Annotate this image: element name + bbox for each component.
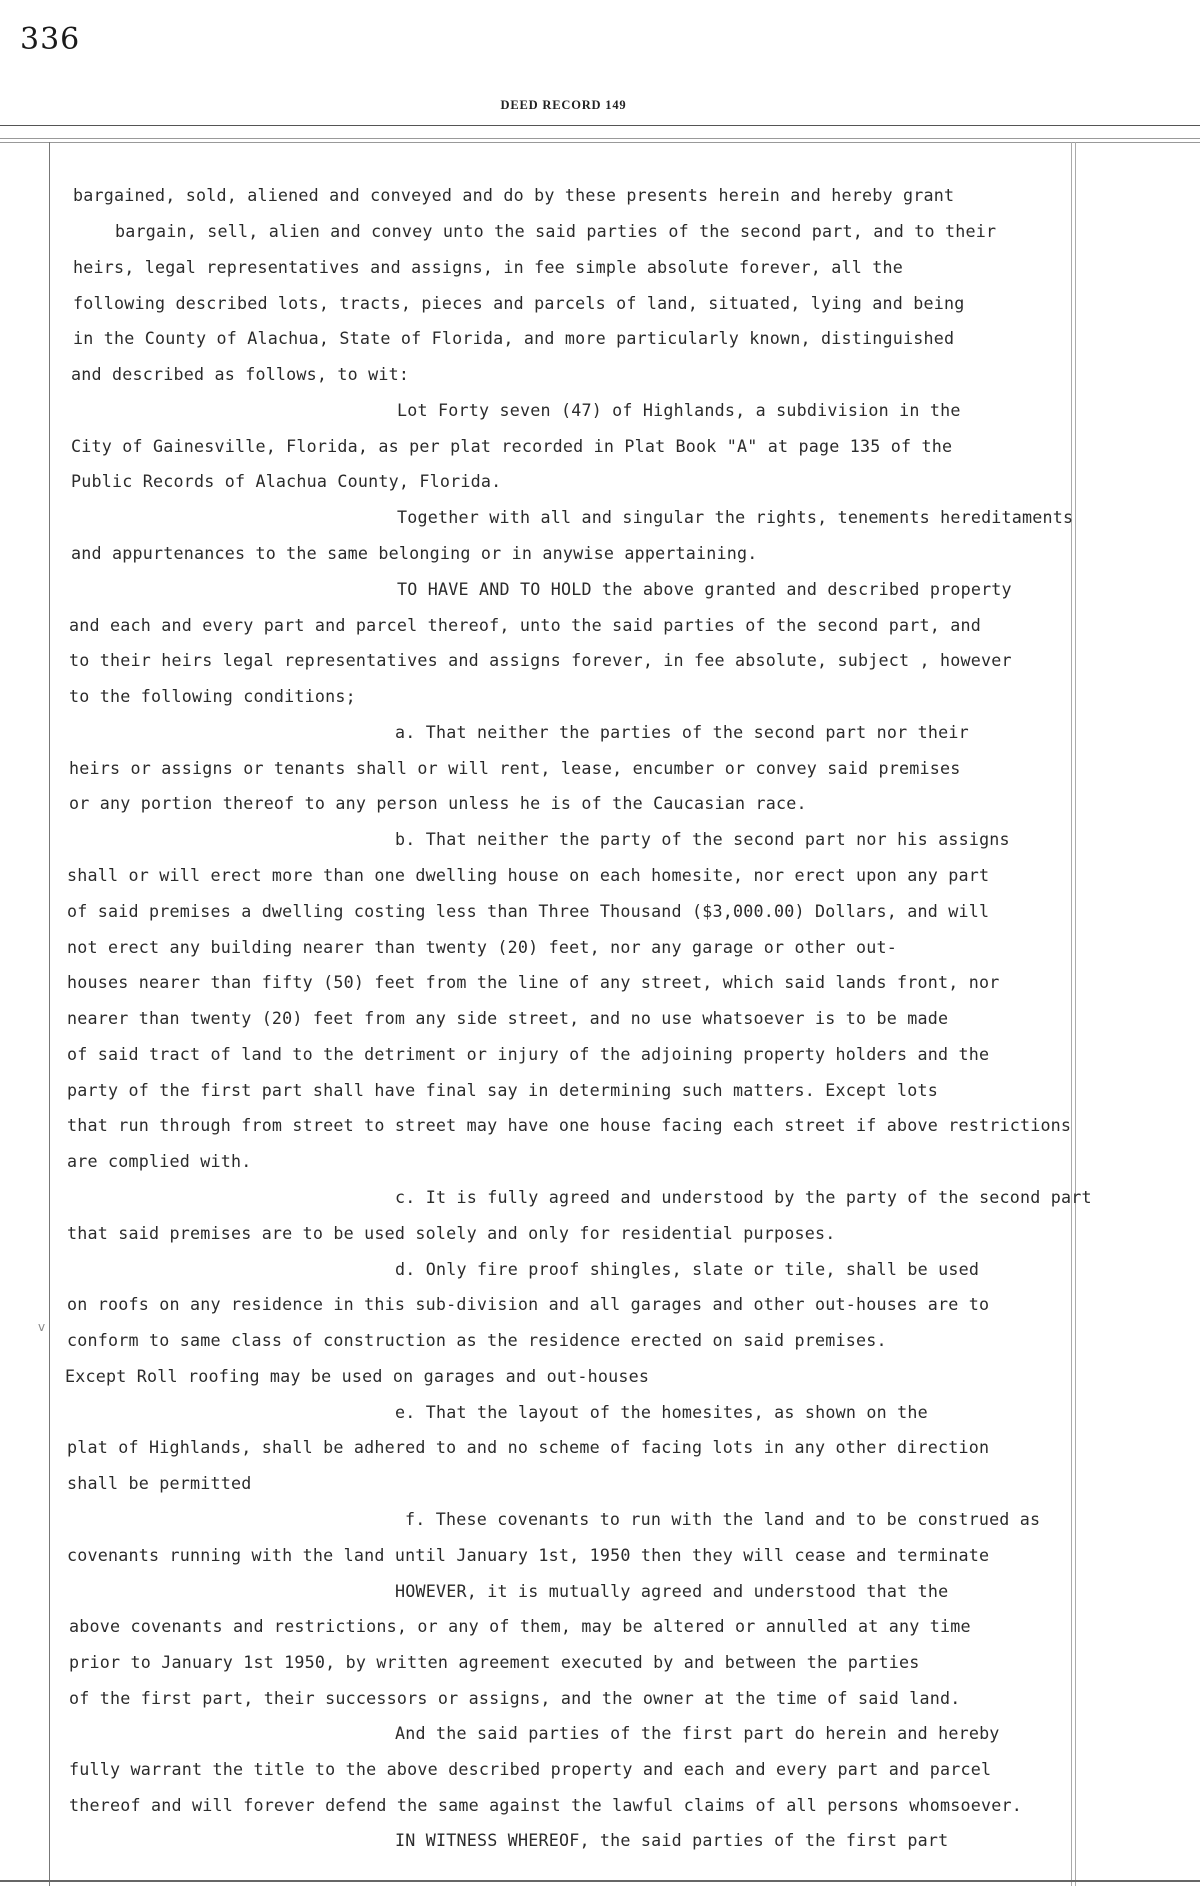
text-line: of said tract of land to the detriment or injury of the adjoining property holders and the bbox=[67, 1044, 990, 1064]
text-line: are complied with. bbox=[67, 1151, 252, 1171]
text-line: following described lots, tracts, pieces and parcels of land, situated, lying and being bbox=[73, 293, 965, 313]
text-line: houses nearer than fifty (50) feet from the line of any street, which said lands front, nor bbox=[67, 972, 1000, 992]
text-line: d. Only fire proof shingles, slate or tile, shall be used bbox=[395, 1259, 980, 1279]
text-line: not erect any building nearer than twenty (20) feet, nor any garage or other out- bbox=[67, 937, 897, 957]
text-line: shall or will erect more than one dwelling house on each homesite, nor erect upon any part bbox=[67, 865, 990, 885]
text-line: and described as follows, to wit: bbox=[71, 364, 410, 384]
text-line: a. That neither the parties of the second part nor their bbox=[395, 722, 969, 742]
text-line: Lot Forty seven (47) of Highlands, a subdivision in the bbox=[397, 400, 961, 420]
text-line: in the County of Alachua, State of Florida, and more particularly known, distinguished bbox=[73, 328, 955, 348]
text-line: or any portion thereof to any person unless he is of the Caucasian race. bbox=[69, 793, 807, 813]
text-line: HOWEVER, it is mutually agreed and understood that the bbox=[395, 1581, 949, 1601]
text-line: bargained, sold, aliened and conveyed and do by these presents herein and hereby grant bbox=[73, 185, 955, 205]
text-line: of the first part, their successors or assigns, and the owner at the time of said land. bbox=[69, 1688, 961, 1708]
text-line: on roofs on any residence in this sub-division and all garages and other out-houses are to bbox=[67, 1294, 990, 1314]
text-line: party of the first part shall have final say in determining such matters. Except lots bbox=[67, 1080, 938, 1100]
text-line: that said premises are to be used solely and only for residential purposes. bbox=[67, 1223, 836, 1243]
text-line: Together with all and singular the rights, tenements hereditaments bbox=[397, 507, 1074, 527]
text-line: and appurtenances to the same belonging or in anywise appertaining. bbox=[71, 543, 758, 563]
text-line: f. These covenants to run with the land and to be construed as bbox=[405, 1509, 1041, 1529]
text-line: And the said parties of the first part do herein and hereby bbox=[395, 1723, 1000, 1743]
text-line: IN WITNESS WHEREOF, the said parties of the first part bbox=[395, 1830, 949, 1850]
text-line: plat of Highlands, shall be adhered to and no scheme of facing lots in any other direction bbox=[67, 1437, 990, 1457]
text-line: shall be permitted bbox=[67, 1473, 252, 1493]
text-line: covenants running with the land until January 1st, 1950 then they will cease and terminate bbox=[67, 1545, 990, 1565]
text-line: heirs or assigns or tenants shall or will rent, lease, encumber or convey said premises bbox=[69, 758, 961, 778]
text-line: TO HAVE AND TO HOLD the above granted and described property bbox=[397, 579, 1012, 599]
text-line: c. It is fully agreed and understood by the party of the second part bbox=[395, 1187, 1092, 1207]
text-line: fully warrant the title to the above described property and each and every part and parcel bbox=[69, 1759, 992, 1779]
text-line: that run through from street to street may have one house facing each street if above restrictions bbox=[67, 1115, 1072, 1135]
text-line: to their heirs legal representatives and assigns forever, in fee absolute, subject , however bbox=[69, 650, 1012, 670]
text-line: thereof and will forever defend the same against the lawful claims of all persons whomsoever. bbox=[69, 1795, 1022, 1815]
text-line: City of Gainesville, Florida, as per plat recorded in Plat Book "A" at page 135 of the bbox=[71, 436, 953, 456]
text-line: bargain, sell, alien and convey unto the said parties of the second part, and to their bbox=[115, 221, 997, 241]
text-line: Except Roll roofing may be used on garages and out-houses bbox=[65, 1366, 650, 1386]
text-line: and each and every part and parcel thereof, unto the said parties of the second part, and bbox=[69, 615, 981, 635]
page-number: 336 bbox=[20, 22, 81, 57]
text-line: to the following conditions; bbox=[69, 686, 356, 706]
text-line: above covenants and restrictions, or any of them, may be altered or annulled at any time bbox=[69, 1616, 971, 1636]
text-line: heirs, legal representatives and assigns, in fee simple absolute forever, all the bbox=[73, 257, 903, 277]
text-line: nearer than twenty (20) feet from any side street, and no use whatsoever is to be made bbox=[67, 1008, 949, 1028]
text-line: e. That the layout of the homesites, as shown on the bbox=[395, 1402, 928, 1422]
margin-mark: v bbox=[38, 1320, 46, 1334]
text-line: Public Records of Alachua County, Florida. bbox=[71, 471, 502, 491]
text-line: prior to January 1st 1950, by written agreement executed by and between the parties bbox=[69, 1652, 920, 1672]
text-line: b. That neither the party of the second part nor his assigns bbox=[395, 829, 1010, 849]
record-title: DEED RECORD 149 bbox=[500, 98, 627, 112]
text-line: conform to same class of construction as the residence erected on said premises. bbox=[67, 1330, 887, 1350]
text-line: of said premises a dwelling costing less than Three Thousand ($3,000.00) Dollars, and will bbox=[67, 901, 990, 921]
